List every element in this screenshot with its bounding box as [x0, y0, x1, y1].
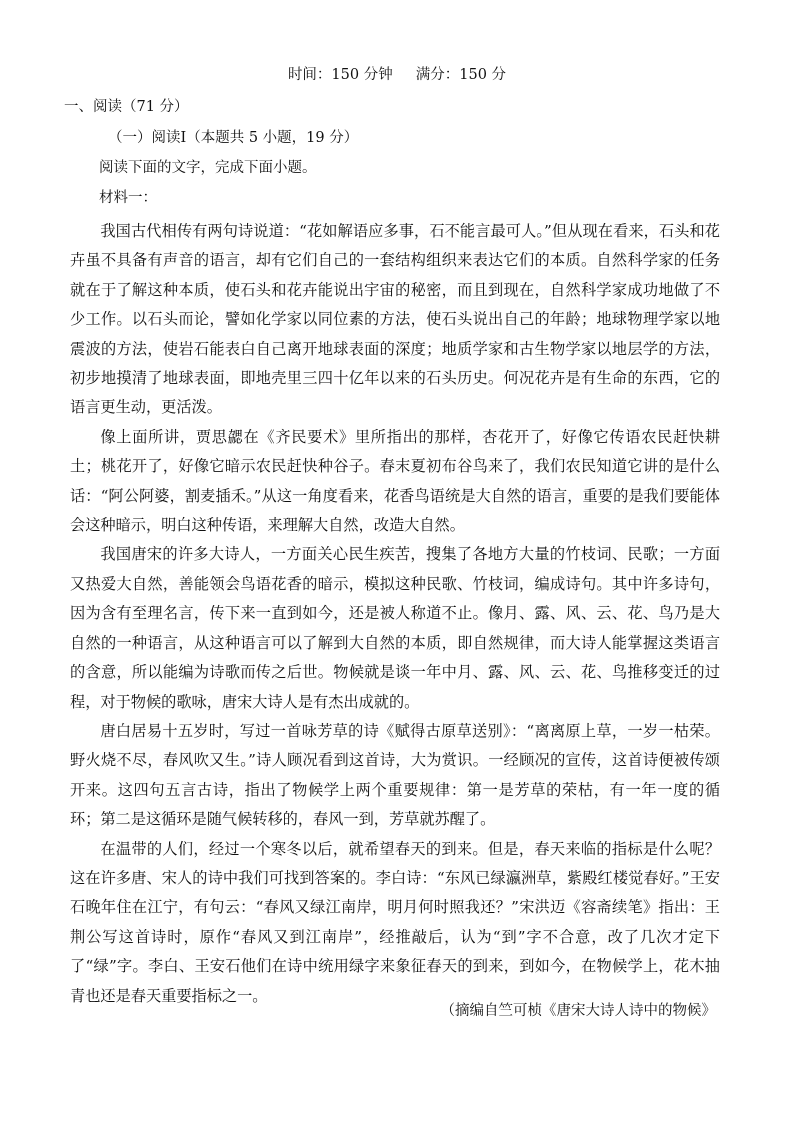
source-citation: （摘编自竺可桢《唐宋大诗人诗中的物候》	[440, 1003, 716, 1019]
passage-body	[70, 217, 720, 1011]
passage-paragraph-2: 像上面所讲，贾思勰在《齐民要术》里所指出的那样，杏花开了，好像它传语农民赶快耕土；桃花开了，好像它暗示农民赶快种谷子。春末夏初布谷鸟来了，我们农民知道它讲的是什么话：“阿公阿婆，割麦插禾。”从这一角度看来，花香鸟语统是大自然的语言，重要的是我们要能体会这种暗示，明白这种传语，来理解大自然，改造大自然。	[70, 427, 720, 535]
passage-paragraph-5: 在温带的人们，经过一个寒冬以后，就希望春天的到来。但是，春天来临的指标是什么呢？这在许多唐、宋人的诗中我们可找到答案的。李白诗：“东风已绿瀛洲草，紫殿红楼觉春好。”王安石晚年住在江宁，有句云：“春风又绿江南岸，明月何时照我还？”宋洪迈《容斋续笔》指出：王荆公写这首诗时，原作“春风又到江南岸”，经推敲后，认为“到”字不合意，改了几次才定下了“绿”字。李白、王安石他们在诗中统用绿字来象征春天的到来，到如今，在物候学上，花木抽青也还是春天重要指标之一。	[70, 839, 720, 1005]
exam-time-score: 时间：150 分钟 满分：150 分	[287, 67, 507, 83]
passage-paragraph-4: 唐白居易十五岁时，写过一首咏芳草的诗《赋得古原草送别》：“离离原上草，一岁一枯荣。野火烧不尽，春风吹又生。”诗人顾况看到这首诗，大为赏识。一经顾况的宣传，这首诗便被传颂开来。这四句五言古诗，指出了物候学上两个重要规律：第一是芳草的荣枯，有一年一度的循环；第二是这循环是随气候转移的，春风一到，芳草就苏醒了。	[70, 721, 720, 829]
passage-paragraph-1: 我国古代相传有两句诗说道：“花如解语应多事，石不能言最可人。”但从现在看来，石头和花卉虽不具备有声音的语言，却有它们自己的一套结构组织来表达它们的本质。自然科学家的任务就在于了解这种本质，使石头和花卉能说出宇宙的秘密，而且到现在，自然科学家成功地做了不少工作。以石头而论，譬如化学家以同位素的方法，使石头说出自己的年龄；地球物理学家以地震波的方法，使岩石能表白自己离开地球表面的深度；地质学家和古生物学家以地层学的方法，初步地摸清了地球表面，即地壳里三四十亿年以来的石头历史。何况花卉是有生命的东西，它的语言更生动，更活泼。	[70, 222, 720, 417]
material-label: 材料一：	[99, 190, 157, 206]
passage-paragraph-3: 我国唐宋的许多大诗人，一方面关心民生疾苦，搜集了各地方大量的竹枝词、民歌；一方面又热爱大自然，善能领会鸟语花香的暗示，模拟这种民歌、竹枝词，编成诗句。其中许多诗句，因为含有至理名言，传下来一直到如今，还是被人称道不止。像月、露、风、云、花、鸟乃是大自然的一种语言，从这种语言可以了解到大自然的本质，即自然规律，而大诗人能掌握这类语言的含意，所以能编为诗歌而传之后世。物候就是谈一年中月、露、风、云、花、鸟推移变迁的过程，对于物候的歌咏，唐宋大诗人是有杰出成就的。	[70, 545, 720, 711]
section-title: 一、阅读（71 分）	[64, 99, 189, 115]
section-subtitle: （一）阅读Ⅰ（本题共 5 小题，19 分）	[108, 130, 359, 146]
reading-instruction: 阅读下面的文字，完成下面小题。	[99, 160, 317, 176]
